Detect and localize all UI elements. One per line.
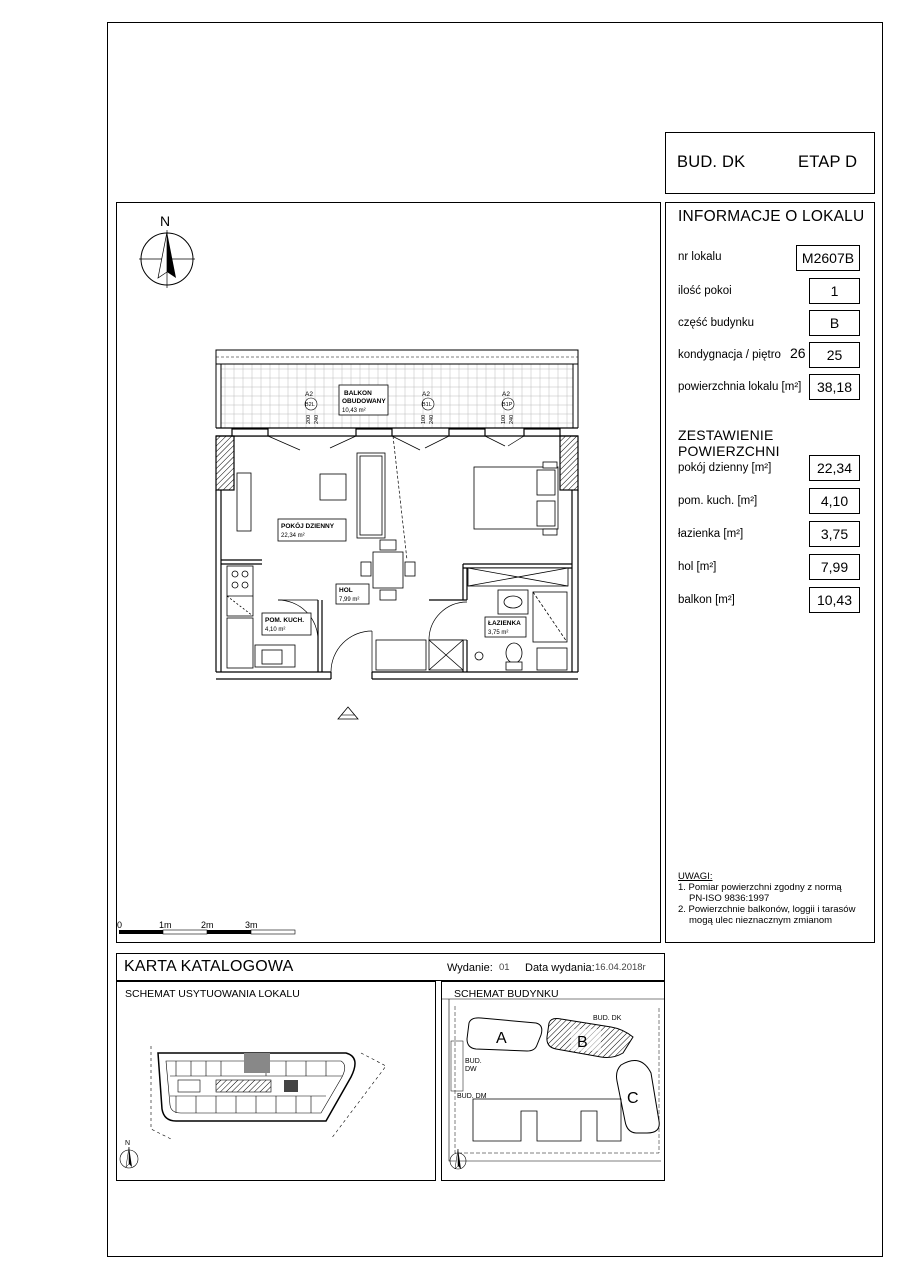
window-type-3: A2 [502, 391, 510, 398]
scheme-north-label: N [125, 1140, 131, 1147]
summary-value-kitchen: 4,10 [809, 488, 860, 514]
entrance-marker-icon [338, 707, 358, 719]
stage-name: ETAP D [798, 153, 858, 171]
date-label: Data wydania: [525, 962, 595, 974]
window-code-3: B1P [502, 402, 513, 408]
scale-label-1: 1m [159, 920, 172, 930]
building-c-label: C [627, 1090, 639, 1107]
window-dim1-3: 100 [501, 414, 507, 424]
location-scheme-title: SCHEMAT USYTUOWANIA LOKALU [125, 988, 300, 1000]
area-label: powierzchnia lokalu [m²] [678, 381, 802, 393]
edition-value: 01 [499, 962, 510, 973]
building-part-value: B [809, 310, 860, 336]
building-dw-label-2: DW [465, 1066, 477, 1073]
room-label-hall [336, 584, 369, 604]
summary-value-bathroom: 3,75 [809, 521, 860, 547]
summary-label-hall: hol [m²] [678, 561, 717, 573]
building-name: BUD. DK [677, 153, 746, 171]
storey-value: 26 [790, 345, 806, 361]
summary-label-kitchen: pom. kuch. [m²] [678, 495, 758, 507]
summary-value-balcony: 10,43 [809, 587, 860, 613]
north-arrow-icon [139, 213, 195, 288]
building-b-label: B [577, 1034, 588, 1051]
window-dim1-2: 100 [421, 414, 427, 424]
room-name-kitchen: POM. KUCH. [265, 617, 304, 624]
window-type-1: A2 [305, 391, 313, 398]
scale-label-2: 2m [201, 920, 214, 930]
window-code-1: B2L [305, 402, 315, 408]
scale-bar [117, 920, 295, 934]
room-area-living: 22,34 m² [281, 533, 305, 539]
room-area-kitchen: 4,10 m² [265, 627, 286, 633]
window-dim1-1: 200 [306, 414, 312, 424]
furniture [227, 453, 568, 670]
room-name-bathroom: ŁAZIENKA [488, 620, 521, 627]
room-area-bathroom: 3,75 m² [488, 630, 509, 636]
notes-line-4: mogą ulec nieznacznym zmianom [689, 915, 833, 926]
window-dim2-1: 240 [314, 414, 320, 424]
summary-value-hall: 7,99 [809, 554, 860, 580]
balcony [216, 350, 578, 428]
notes-title: UWAGI: [678, 871, 713, 882]
date-value: 16.04.2018r [595, 962, 646, 973]
room-name2-balcony: OBUDOWANY [342, 398, 386, 405]
unit-location-marker [244, 1053, 270, 1073]
building-dk-label: BUD. DK [593, 1015, 622, 1022]
building-dm-shape [473, 1099, 621, 1141]
window-dim2-3: 240 [509, 414, 515, 424]
room-label-kitchen [262, 613, 311, 635]
room-area-hall: 7,99 m² [339, 597, 360, 603]
building-scheme-north-arrow-icon [450, 1149, 466, 1169]
window-code-2: B1L [422, 402, 432, 408]
notes-line-3: 2. Powierzchnie balkonów, loggii i tarasów [678, 904, 856, 915]
room-name-living: POKÓJ DZIENNY [281, 523, 335, 530]
room-name-balcony: BALKON [344, 390, 372, 397]
summary-label-bathroom: łazienka [m²] [678, 528, 744, 540]
window-dim2-2: 240 [429, 414, 435, 424]
location-scheme-drawing [116, 981, 436, 1181]
window-type-2: A2 [422, 391, 430, 398]
unit-number-label: nr lokalu [678, 251, 722, 263]
catalog-title: KARTA KATALOGOWA [124, 958, 294, 975]
rooms-value: 1 [809, 278, 860, 304]
scheme-north-arrow-icon [120, 1140, 138, 1168]
building-part-label: część budynku [678, 317, 755, 329]
scale-label-3: 3m [245, 920, 258, 930]
area-value: 38,18 [809, 374, 860, 400]
floor-value: 25 [809, 342, 860, 368]
unit-number-value: M2607B [796, 245, 860, 271]
scale-label-0: 0 [117, 920, 123, 930]
room-label-bathroom [485, 617, 526, 637]
north-label: N [160, 213, 171, 229]
building-dm-label: BUD. DM [457, 1093, 487, 1100]
building-a-label: A [496, 1030, 507, 1047]
catalog-footer [116, 953, 665, 981]
building-scheme-title: SCHEMAT BUDYNKU [454, 988, 559, 1000]
summary-value-living: 22,34 [809, 455, 860, 481]
room-name-hall: HOL [339, 587, 353, 594]
room-area-balcony: 10,43 m² [342, 408, 366, 414]
notes-line-2: PN-ISO 9836:1997 [689, 893, 770, 904]
edition-label: Wydanie: [447, 962, 493, 974]
floor-label: kondygnacja / piętro [678, 349, 781, 361]
notes-line-1: 1. Pomiar powierzchni zgodny z normą [678, 882, 842, 893]
summary-label-balcony: balkon [m²] [678, 594, 735, 606]
building-scheme-drawing [441, 981, 665, 1181]
info-title: INFORMACJE O LOKALU [678, 208, 865, 225]
building-dw-label-1: BUD. [465, 1058, 482, 1065]
summary-label-living: pokój dzienny [m²] [678, 462, 772, 474]
room-label-living [278, 519, 346, 541]
summary-title: ZESTAWIENIE POWIERZCHNI [678, 427, 780, 459]
rooms-label: ilość pokoi [678, 285, 732, 297]
